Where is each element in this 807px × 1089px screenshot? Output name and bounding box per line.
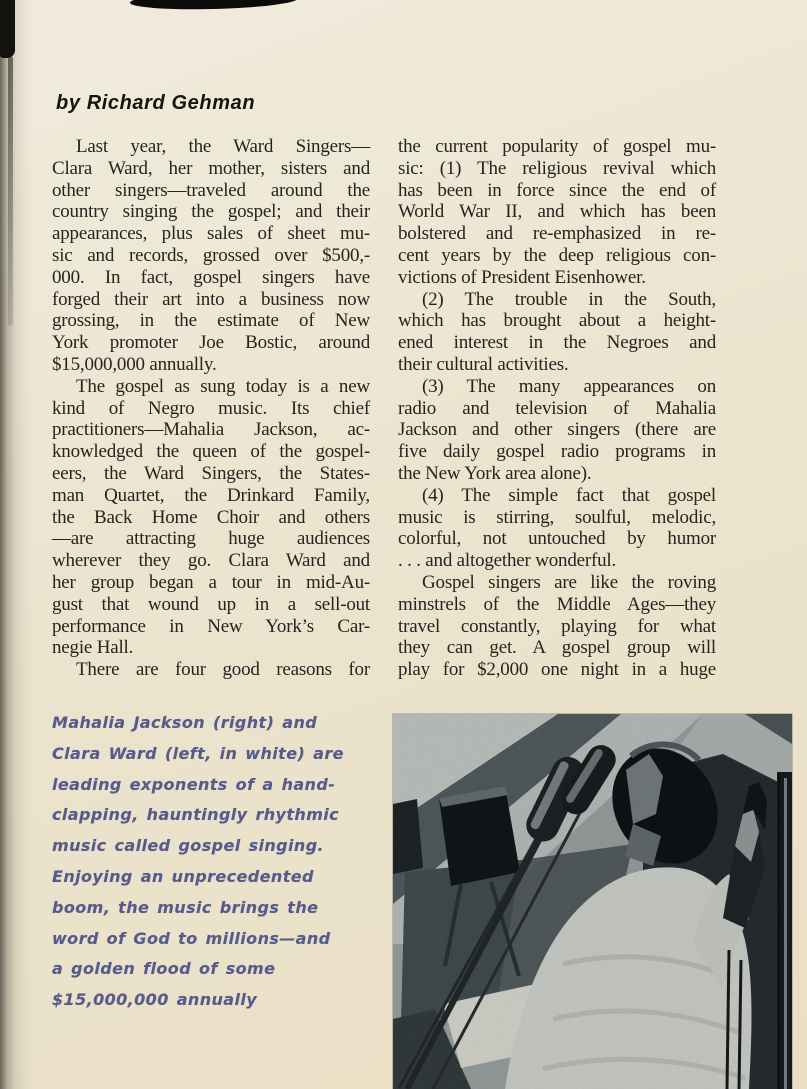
text-line: colorful, not untouched by humor	[398, 528, 716, 550]
photo-illustration	[393, 714, 792, 1089]
text-line: performance in New York’s Car-	[52, 615, 370, 637]
text-line: other singers—traveled around the	[52, 179, 370, 201]
text-line: the Back Home Choir and others	[52, 506, 370, 528]
text-line: play for $2,000 one night in a huge	[398, 659, 716, 681]
text-line: negie Hall.	[52, 637, 134, 659]
article-column-left	[52, 136, 370, 681]
text-line: they can get. A gospel group will	[398, 637, 716, 659]
text-line: bolstered and re-emphasized in re-	[398, 223, 716, 245]
text-line: Clara Ward, her mother, sisters and	[52, 157, 370, 179]
spine-dark-edge	[0, 0, 15, 58]
text-line: forged their art into a business now	[52, 288, 370, 310]
caption-line: Enjoying an unprecedented	[52, 866, 314, 886]
text-line: . . . and altogether wonderful.	[398, 550, 617, 572]
text-line: the New York area alone).	[398, 462, 592, 484]
caption-line: Mahalia Jackson (right) and	[52, 713, 318, 732]
text-line: five daily gospel radio programs in	[398, 441, 716, 463]
text-line: 000. In fact, gospel singers have	[52, 266, 370, 288]
text-line: practitioners—Mahalia Jackson, ac-	[52, 419, 370, 441]
text-line: kind of Negro music. Its chief	[52, 397, 370, 419]
text-line: knowledged the queen of the gospel-	[52, 441, 370, 463]
text-line: (3) The many appearances on	[422, 375, 716, 397]
text-line: her group began a tour in mid-Au-	[52, 571, 370, 593]
text-line: World War II, and which has been	[398, 201, 716, 223]
caption-line: $15,000,000 annually	[52, 990, 258, 1010]
caption-line: a golden flood of some	[52, 959, 276, 979]
text-line: Gospel singers are like the roving	[422, 571, 716, 593]
text-line: $15,000,000 annually.	[52, 353, 217, 375]
text-line: country singing the gospel; and their	[52, 201, 370, 223]
text-line: Jackson and other singers (there are	[398, 419, 716, 441]
text-line: has been in force since the end of	[398, 179, 716, 201]
text-line: —are attracting huge audiences	[52, 528, 370, 550]
text-line: appearances, plus sales of sheet mu-	[52, 223, 370, 245]
text-line: minstrels of the Middle Ages—they	[398, 593, 716, 615]
text-line: man Quartet, the Drinkard Family,	[52, 484, 370, 506]
text-line: eers, the Ward Singers, the States-	[52, 462, 370, 484]
caption-line: boom, the music brings the	[52, 897, 319, 917]
caption-line: Clara Ward (left, in white) are	[52, 743, 344, 763]
text-line: travel constantly, playing for what	[398, 615, 716, 637]
caption-line: word of God to millions—and	[52, 928, 331, 948]
text-line: music is stirring, soulful, melodic,	[398, 506, 716, 528]
mahalia-jackson-photo	[393, 714, 792, 1089]
article-byline: by Richard Gehman	[56, 92, 256, 114]
text-line: wherever they go. Clara Ward and	[52, 550, 370, 572]
text-line: (4) The simple fact that gospel	[422, 484, 716, 506]
text-line: their cultural activities.	[398, 353, 569, 375]
caption-line: leading exponents of a hand-	[52, 774, 336, 794]
text-line: There are four good reasons for	[76, 659, 370, 681]
text-line: the current popularity of gospel mu-	[398, 136, 716, 157]
text-line: gust that wound up in a sell-out	[52, 593, 370, 615]
text-line: radio and television of Mahalia	[398, 397, 716, 419]
photo-caption	[52, 708, 382, 1016]
text-line: cent years by the deep religious con-	[398, 244, 716, 266]
caption-line: clapping, hauntingly rhythmic	[52, 805, 340, 825]
page-spine-shadow	[0, 0, 34, 1089]
photo-grain-overlay	[393, 714, 792, 1089]
article-column-right	[398, 136, 716, 681]
text-line: Last year, the Ward Singers—	[76, 136, 370, 157]
text-line: The gospel as sung today is a new	[76, 375, 370, 397]
text-line: sic: (1) The religious revival which	[398, 157, 716, 179]
text-line: victions of President Eisenhower.	[398, 266, 646, 288]
text-line: ened interest in the Negroes and	[398, 332, 716, 354]
text-line: York promoter Joe Bostic, around	[52, 332, 370, 354]
text-line: (2) The trouble in the South,	[422, 288, 716, 310]
page-curl-shadow	[8, 56, 13, 326]
text-line: which has brought about a height-	[398, 310, 716, 332]
text-line: sic and records, grossed over $500,-	[52, 244, 370, 266]
top-gutter-shadow	[130, 0, 298, 11]
caption-line: music called gospel singing.	[52, 836, 325, 856]
text-line: grossing, in the estimate of New	[52, 310, 370, 332]
